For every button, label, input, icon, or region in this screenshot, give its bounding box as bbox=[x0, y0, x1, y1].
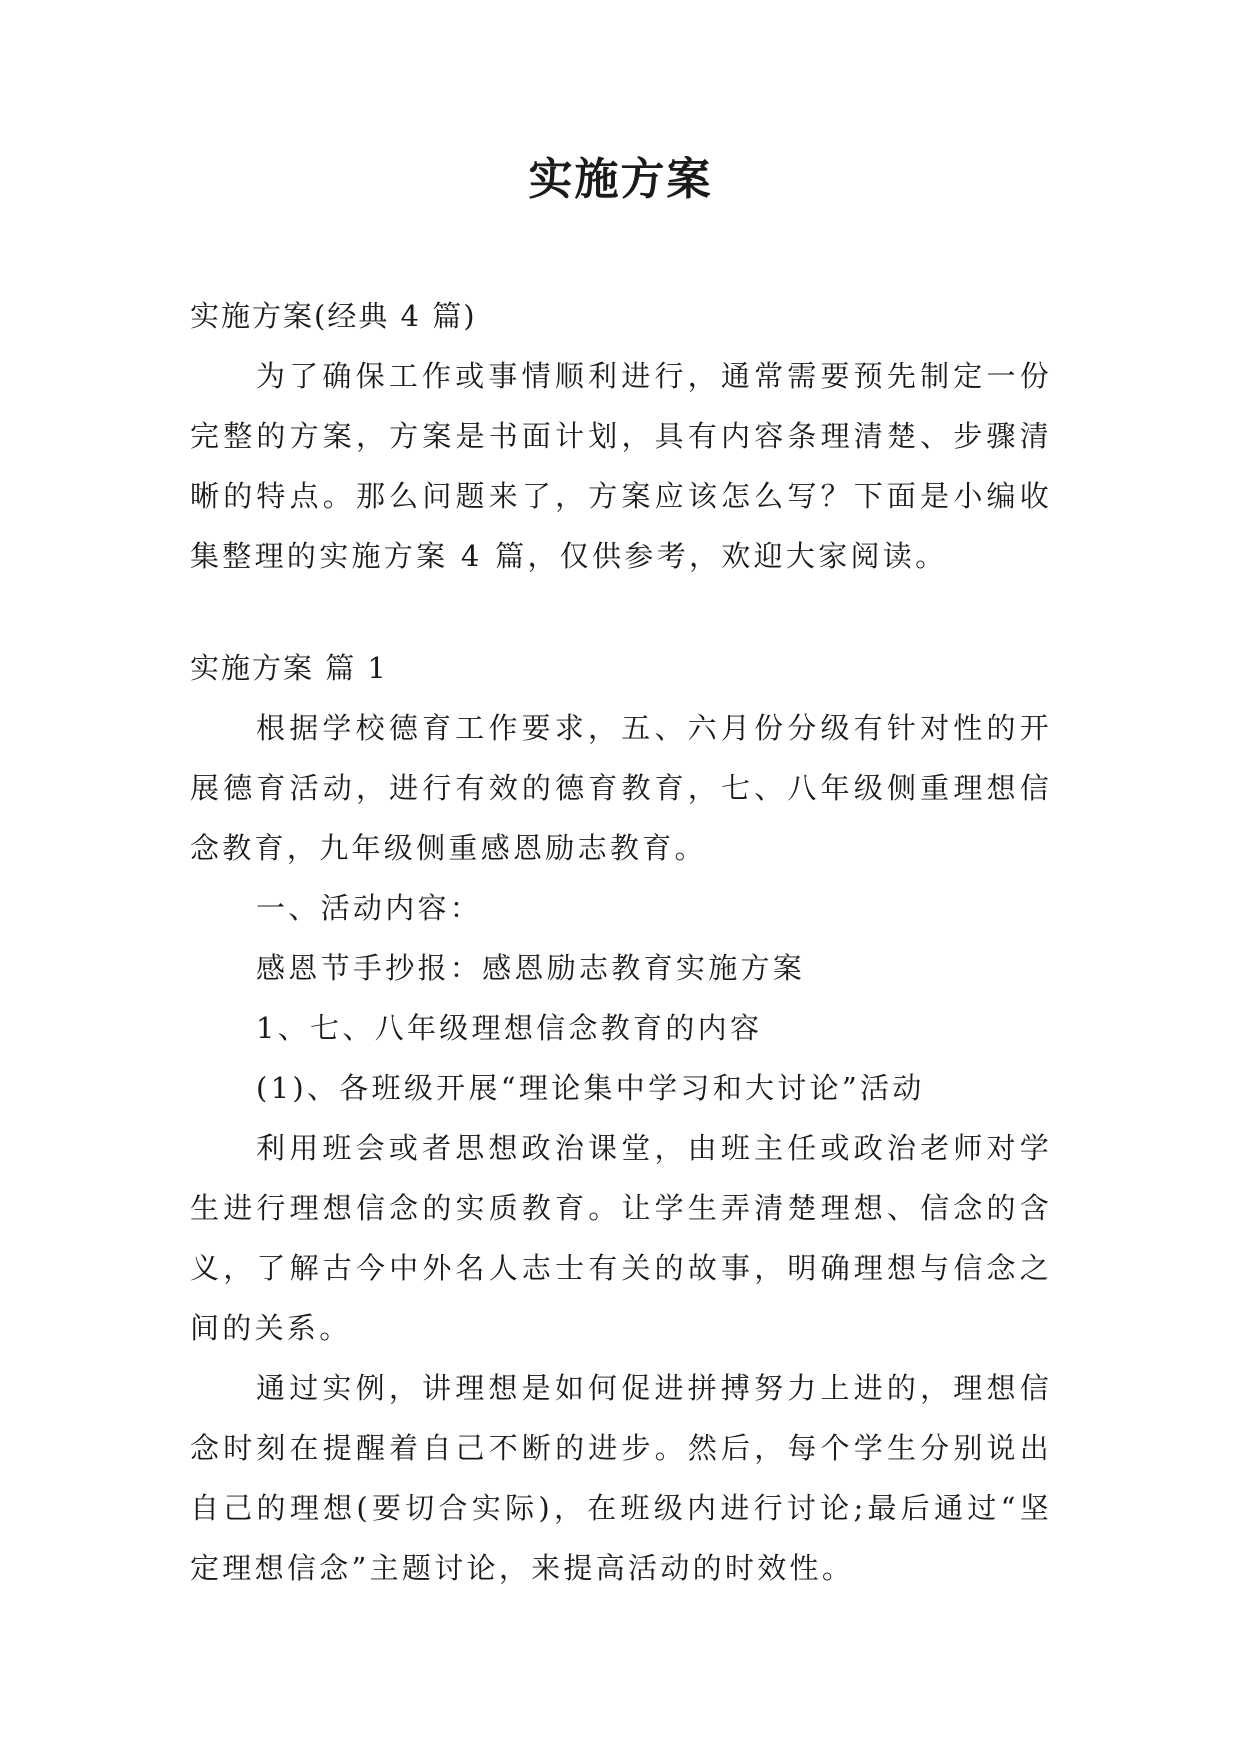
body-paragraph: 感恩节手抄报：感恩励志教育实施方案 bbox=[256, 951, 806, 985]
body-paragraph: 利用班会或者思想政治课堂，由班主任或政治老师对学生进行理想信念的实质教育。让学生弄清楚理想、信念的含义，了解古今中外名人志士有关的故事，明确理想与信念之间的关系。 bbox=[190, 1131, 1052, 1345]
document-title: 实施方案 bbox=[528, 154, 713, 205]
document-body bbox=[190, 286, 1052, 1598]
body-paragraph: 通过实例，讲理想是如何促进拼搏努力上进的，理想信念时刻在提醒着自己不断的进步。然后，每个学生分别说出自己的理想(要切合实际)，在班级内进行讨论;最后通过“坚定理想信念”主题讨论，来提高活动的时效性。 bbox=[190, 1371, 1052, 1585]
intro-paragraph: 为了确保工作或事情顺利进行，通常需要预先制定一份完整的方案，方案是书面计划，具有内容条理清楚、步骤清晰的特点。那么问题来了，方案应该怎么写？下面是小编收集整理的实施方案 4 篇，仅供参考，欢迎大家阅读。 bbox=[190, 359, 1052, 573]
list-subitem-heading: (1)、各班级开展“理论集中学习和大讨论”活动 bbox=[256, 1071, 925, 1105]
list-item-heading: 1、七、八年级理想信念教育的内容 bbox=[256, 1011, 763, 1045]
document-subtitle: 实施方案(经典 4 篇) bbox=[190, 299, 477, 333]
body-paragraph: 根据学校德育工作要求，五、六月份分级有针对性的开展德育活动，进行有效的德育教育，七、八年级侧重理想信念教育，九年级侧重感恩励志教育。 bbox=[190, 711, 1052, 865]
section-spacer bbox=[190, 586, 1052, 638]
section-heading: 实施方案 篇 1 bbox=[190, 651, 388, 685]
activity-content-heading: 一、活动内容： bbox=[256, 891, 483, 925]
